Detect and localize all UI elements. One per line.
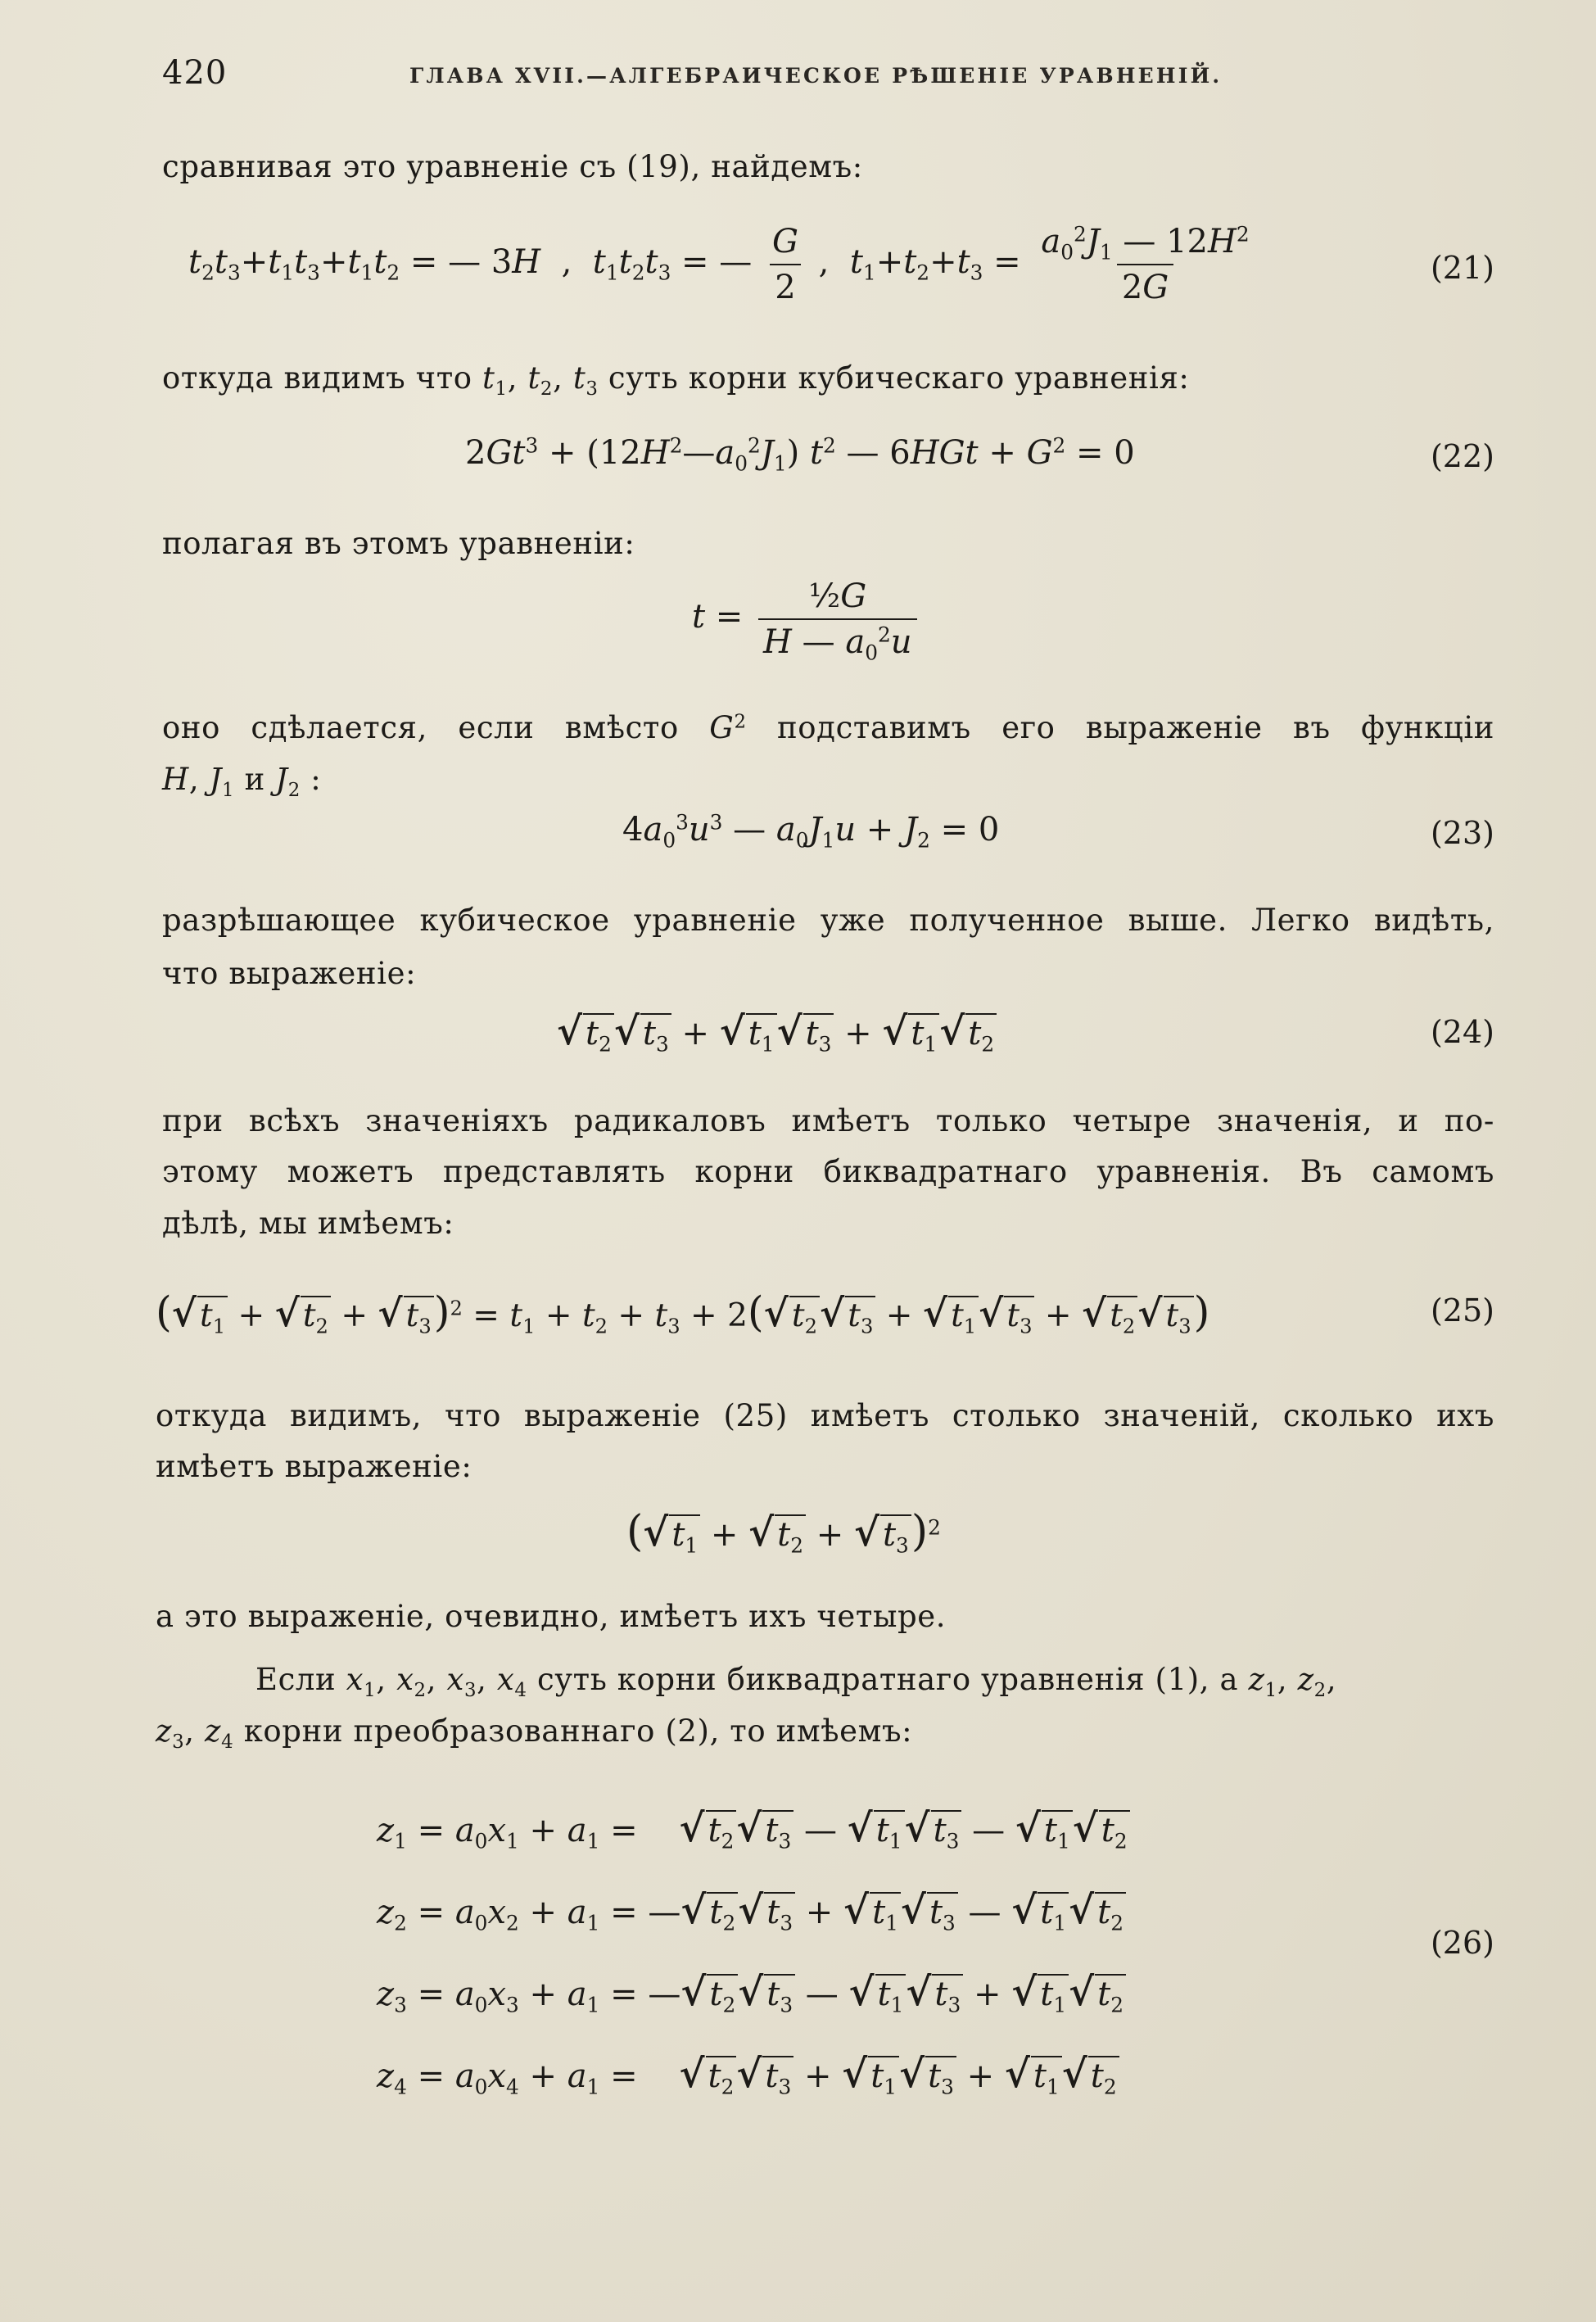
equation-number-25: (25) <box>1430 1292 1494 1328</box>
equation-24: √ $t_2√$ $t_3$ + √ $t_1√$ $t_3$ + √ $t_1√$ $t_2$ <box>557 1009 997 1054</box>
paragraph-2-tail: суть корни кубическаго уравненія: <box>608 360 1190 396</box>
page-header <box>0 54 1596 103</box>
paragraph-6-line-3: дѣлѣ, мы имѣемъ: <box>162 1206 454 1241</box>
paragraph-4-tail: подставимъ его выраженіе въ функціи <box>777 710 1495 745</box>
equation-25: (√ $t_1$ + √ $t_2$ + √ $t_3)^2 = t_1 + t_2 + t_3 + 2(√$ $t_2√$ $t_3$ + √ $t_1√$ $t_3$ + √ $t_2√$ $t_3$) <box>156 1288 1210 1338</box>
running-title: ГЛАВА XVII.—АЛГЕБРАИЧЕСКОЕ РѢШЕНІЕ УРАВНЕНІЙ. <box>409 64 1223 88</box>
conjunction: и <box>244 762 265 797</box>
equation-number-24: (24) <box>1430 1014 1494 1050</box>
equation-number-26: (26) <box>1430 1925 1494 1961</box>
substitution-equation: t = $\frac{\text{½G}}{H — a_0^2u}$ <box>692 577 922 661</box>
paragraph-9-text: Если <box>255 1662 337 1697</box>
equation-26-row-2: $z_2 = a_0x_2 + a_1$ = —√ $t_2√$ $t_3$ + √ $t_1√$ $t_3$ — √ $t_1√$ $t_2$ <box>377 1888 1126 1933</box>
paragraph-4-text: оно сдѣлается, если вмѣсто <box>162 710 679 745</box>
paragraph-9-line-1: Если $x_1$, $x_2$, $x_3$, $x_4$ суть корни биквадратнаго уравненія (1), а $z_1$, $z_2$, <box>255 1662 1337 1702</box>
paragraph-9-tail: корни преобразованнаго (2), то имѣемъ: <box>243 1713 913 1749</box>
paragraph-3: полагая въ этомъ уравненіи: <box>162 526 635 561</box>
paragraph-4-line-1: оно сдѣлается, если вмѣсто $G^2$ подставимъ его выраженіе въ функціи <box>162 710 1495 745</box>
paragraph-6-line-1: при всѣхъ значеніяхъ радикаловъ имѣетъ только четыре значенія, и по- <box>162 1103 1494 1138</box>
equation-number-21: (21) <box>1430 250 1494 286</box>
paragraph-1: сравнивая это уравненіе съ (19), найдемъ: <box>162 149 863 184</box>
squared-sum-expression: (√ $t_1$ + √ $t_2$ + √ $t_3)^2$ <box>626 1507 941 1558</box>
equation-26-row-1: $z_1 = a_0x_1 + a_1$ = √ $t_2√$ $t_3$ — √ $t_1√$ $t_3$ — √ $t_1√$ $t_2$ <box>377 1806 1130 1851</box>
paragraph-7-line-2: имѣетъ выраженіе: <box>156 1449 472 1484</box>
equation-22: $2Gt^3$ + $(12H^2—a_0^2J_1)$ $t^2$ — $6HGt + G^2 = 0$ <box>465 433 1135 476</box>
paragraph-9-middle: суть корни биквадратнаго уравненія (1), а <box>536 1662 1239 1697</box>
paragraph-5-line-2: что выраженіе: <box>162 956 417 991</box>
page-number: 420 <box>162 54 228 92</box>
equation-number-23: (23) <box>1430 815 1494 851</box>
paragraph-5-line-1: разрѣшающее кубическое уравненіе уже полученное выше. Легко видѣть, <box>162 903 1494 938</box>
paragraph-9-line-2: $z_3$, $z_4$ корни преобразованнаго (2), то имѣемъ: <box>156 1713 913 1754</box>
paragraph-8: а это выраженіе, очевидно, имѣетъ ихъ четыре. <box>156 1599 947 1634</box>
paragraph-2: откуда видимъ что $t_1$, $t_2$, $t_3$ суть корни кубическаго уравненія: <box>162 360 1190 401</box>
equation-23: $4a_0^3u^3$ — $a_0J_1u + J_2 = 0$ <box>622 810 1000 853</box>
equation-26-row-4: $z_4 = a_0x_4 + a_1$ = √ $t_2√$ $t_3$ + √ $t_1√$ $t_3$ + √ $t_1√$ $t_2$ <box>377 2052 1119 2097</box>
paragraph-2-text: откуда видимъ что <box>162 360 472 396</box>
paragraph-6-line-2: этому можетъ представлять корни биквадратнаго уравненія. Въ самомъ <box>162 1154 1494 1189</box>
paragraph-7-line-1: откуда видимъ, что выраженіе (25) имѣетъ столько значеній, сколько ихъ <box>156 1398 1494 1433</box>
equation-26-row-3: $z_3 = a_0x_3 + a_1$ = —√ $t_2√$ $t_3$ — √ $t_1√$ $t_3$ + √ $t_1√$ $t_2$ <box>377 1970 1126 2015</box>
paragraph-4-line-2: H, $J_1$ и $J_2$ : <box>162 762 322 802</box>
equation-number-22: (22) <box>1430 438 1494 474</box>
equation-21: $t_2t_3+t_1t_3+t_1t_2$ = — 3H , $t_1t_2t_3$ = — $\frac{G}{2}$ , $t_1+t_2+t_3$ = $\frac{a_0^2J_1 — 12H^2}{2G}$ <box>188 222 1250 306</box>
